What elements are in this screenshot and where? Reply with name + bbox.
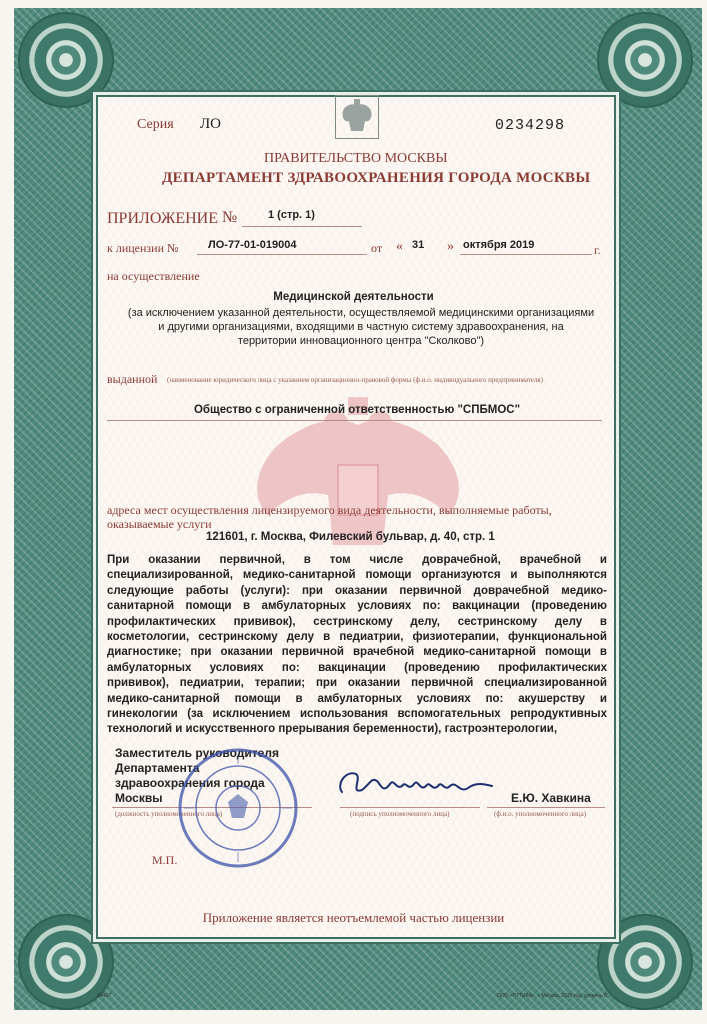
services-line: косметологии, сестринскому делу в педиатрии, физиотерапии, функциональной bbox=[107, 631, 607, 644]
issued-label: выданной bbox=[107, 372, 158, 386]
corner-rosette-icon bbox=[18, 12, 114, 108]
stamp-place-label: М.П. bbox=[152, 853, 178, 867]
signer-position-line: Заместитель руководителя bbox=[115, 746, 279, 760]
services-list bbox=[107, 553, 607, 738]
signer-position-line: Москвы bbox=[115, 791, 163, 805]
address-label: адреса мест осуществления лицензируемого вида деятельности, выполняемые работы, bbox=[107, 503, 552, 517]
appendix-label: ПРИЛОЖЕНИЕ bbox=[107, 210, 219, 227]
coat-of-arms-icon bbox=[335, 95, 379, 139]
activity-desc-line: (за исключением указанной деятельности, осуществляемой медицинскими организациями bbox=[127, 307, 595, 319]
quote-close: » bbox=[447, 239, 454, 254]
form-code: А4427 bbox=[97, 993, 112, 999]
name-hint: (ф.и.о. уполномоченного лица) bbox=[494, 810, 587, 818]
address-value: 121601, г. Москва, Филевский бульвар, д. 40, стр. 1 bbox=[206, 531, 495, 543]
appendix-num-sign: № bbox=[222, 209, 238, 226]
series-label: Серия bbox=[137, 117, 174, 132]
signature-hint: (подпись уполномоченного лица) bbox=[350, 810, 450, 818]
license-month-year: октября 2019 bbox=[463, 239, 535, 251]
signature-underline bbox=[340, 807, 480, 808]
license-label: к лицензии № bbox=[107, 241, 179, 255]
series-value: ЛО bbox=[200, 116, 222, 132]
activity-title: Медицинской деятельности bbox=[273, 291, 434, 303]
license-number: ЛО-77-01-019004 bbox=[208, 239, 297, 251]
signer-position-line: здравоохранения города bbox=[115, 776, 265, 790]
services-line: специализированной, медико-санитарной помощи организуются и выполняются bbox=[107, 569, 607, 582]
license-from-label: от bbox=[371, 241, 383, 255]
government-title: ПРАВИТЕЛЬСТВО МОСКВЫ bbox=[264, 151, 448, 166]
name-underline bbox=[487, 807, 605, 808]
services-line: технологий и искусственного прерывания беременности), гастроэнтерологии, bbox=[107, 723, 558, 736]
services-line: санитарной помощи в амбулаторных условиях по: вакцинации (проведению bbox=[107, 600, 607, 613]
services-line: прививок), педиатрии, терапии; при оказании первичной специализированной bbox=[107, 677, 607, 690]
signer-position-line: Департамента bbox=[115, 761, 200, 775]
services-line: диагностике; при оказании первичной врачебной медико-санитарной помощи в bbox=[107, 646, 607, 659]
organization-name: Общество с ограниченной ответственностью "СПБМОС" bbox=[193, 404, 521, 416]
address-label-2: оказываемые услуги bbox=[107, 517, 212, 531]
services-line: При оказании первичной, в том числе доврачебной, врачебной и bbox=[107, 554, 607, 566]
activity-desc-line: территории инновационного центра "Сколково") bbox=[237, 335, 485, 347]
services-line: профилактических прививок), сестринскому делу, сестринскому делу в bbox=[107, 615, 607, 628]
activity-label: на осуществление bbox=[107, 269, 200, 283]
license-number-underline bbox=[197, 254, 367, 255]
footer-note: Приложение является неотъемлемой частью лицензии bbox=[202, 910, 505, 925]
license-date-underline bbox=[460, 254, 592, 255]
issued-hint: (наименование юридического лица с указанием организационно-правовой формы (ф.и.о. индивидуального предпринимателя) bbox=[167, 376, 543, 384]
signer-name: Е.Ю. Хавкина bbox=[511, 791, 591, 805]
services-line: амбулаторных условиях по: вакцинации (проведению профилактических bbox=[107, 661, 607, 674]
license-day: 31 bbox=[412, 239, 425, 251]
corner-rosette-icon bbox=[597, 12, 693, 108]
department-title: ДЕПАРТАМЕНТ ЗДРАВООХРАНЕНИЯ ГОРОДА МОСКВЫ bbox=[162, 170, 591, 186]
appendix-underline bbox=[242, 226, 362, 227]
services-line: медико-санитарной помощи в амбулаторных условиях по: акушерству и bbox=[107, 692, 607, 705]
services-line: следующие работы (услуги): при оказании первичной доврачебной медико- bbox=[107, 584, 607, 597]
position-hint: (должность уполномоченного лица) bbox=[115, 810, 223, 818]
year-suffix: г. bbox=[594, 243, 601, 257]
document-number: 0234298 bbox=[495, 117, 566, 134]
handwritten-signature-icon bbox=[332, 764, 502, 804]
printer-info: ООО «РТТИКА», г. Москва, 2016 год, уровень В bbox=[497, 993, 608, 999]
services-line: гинекологии (за исключением использования вспомогательных репродуктивных bbox=[107, 708, 607, 721]
activity-desc-line: и другими организациями, входящими в частную систему здравоохранения, на bbox=[158, 321, 564, 333]
quote-open: « bbox=[396, 239, 403, 254]
official-stamp-icon bbox=[176, 746, 300, 870]
organization-underline bbox=[107, 420, 602, 421]
appendix-value: 1 (стр. 1) bbox=[268, 209, 315, 221]
